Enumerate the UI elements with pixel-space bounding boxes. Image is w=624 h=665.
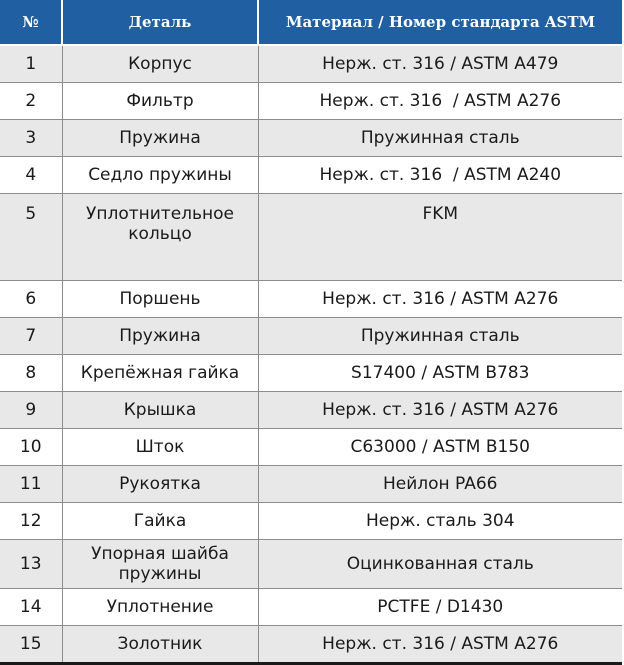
row-part: Золотник (62, 626, 258, 664)
table-row (0, 392, 622, 429)
row-material: Нерж. ст. 316 / ASTM A276 (258, 281, 622, 318)
table-row (0, 83, 622, 120)
table-body (0, 45, 622, 664)
row-number: 11 (0, 466, 62, 503)
table-row (0, 194, 622, 281)
table-row (0, 503, 622, 540)
row-part: Крепёжная гайка (62, 355, 258, 392)
table-row (0, 281, 622, 318)
table-row (0, 429, 622, 466)
row-part: Уплотнение (62, 589, 258, 626)
row-material: FKM (258, 194, 622, 281)
table-row (0, 157, 622, 194)
header-number: № (0, 0, 62, 45)
row-number: 4 (0, 157, 62, 194)
table-row (0, 318, 622, 355)
row-part: Пружина (62, 318, 258, 355)
row-number: 3 (0, 120, 62, 157)
row-number: 12 (0, 503, 62, 540)
table-header (0, 0, 622, 45)
row-material: Нерж. ст. 316 / ASTM A276 (258, 392, 622, 429)
row-part: Гайка (62, 503, 258, 540)
row-number: 10 (0, 429, 62, 466)
row-material: Нерж. ст. 316 / ASTM A479 (258, 45, 622, 83)
row-number: 1 (0, 45, 62, 83)
row-material: PCTFE / D1430 (258, 589, 622, 626)
table-row (0, 120, 622, 157)
row-part: Рукоятка (62, 466, 258, 503)
row-material: C63000 / ASTM B150 (258, 429, 622, 466)
row-material: Нерж. ст. 316 / ASTM A276 (258, 626, 622, 664)
row-part: Фильтр (62, 83, 258, 120)
row-material: Нерж. ст. 316 / ASTM A276 (258, 83, 622, 120)
row-material: Нерж. ст. 316 / ASTM A240 (258, 157, 622, 194)
row-number: 6 (0, 281, 62, 318)
row-part: Поршень (62, 281, 258, 318)
row-part: Шток (62, 429, 258, 466)
row-number: 7 (0, 318, 62, 355)
table-row (0, 589, 622, 626)
row-number: 14 (0, 589, 62, 626)
row-part: Крышка (62, 392, 258, 429)
header-part: Деталь (62, 0, 258, 45)
table-row (0, 355, 622, 392)
row-material: Пружинная сталь (258, 120, 622, 157)
row-material: Нерж. сталь 304 (258, 503, 622, 540)
row-material: S17400 / ASTM B783 (258, 355, 622, 392)
row-part: Уплотнительное кольцо (62, 194, 258, 281)
row-material: Нейлон PA66 (258, 466, 622, 503)
table-row (0, 540, 622, 589)
header-row (0, 0, 622, 45)
row-part: Седло пружины (62, 157, 258, 194)
header-material: Материал / Номер стандарта ASTM (258, 0, 622, 45)
row-material: Оцинкованная сталь (258, 540, 622, 589)
row-part: Корпус (62, 45, 258, 83)
table-row (0, 626, 622, 664)
row-number: 13 (0, 540, 62, 589)
row-number: 5 (0, 194, 62, 281)
row-number: 8 (0, 355, 62, 392)
row-material: Пружинная сталь (258, 318, 622, 355)
row-part: Пружина (62, 120, 258, 157)
table-row (0, 45, 622, 83)
row-number: 15 (0, 626, 62, 664)
table-row (0, 466, 622, 503)
row-part: Упорная шайба пружины (62, 540, 258, 589)
row-number: 2 (0, 83, 62, 120)
row-number: 9 (0, 392, 62, 429)
